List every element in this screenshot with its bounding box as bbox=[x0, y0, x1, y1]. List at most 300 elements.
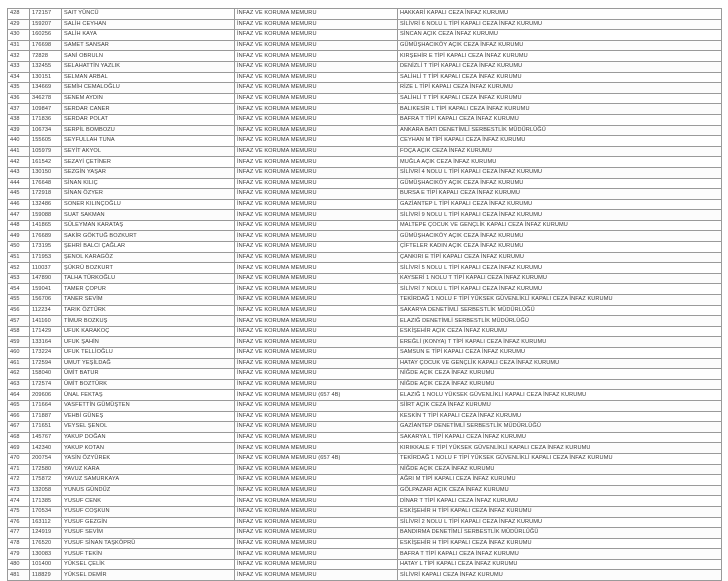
table-row bbox=[8, 61, 722, 72]
title-cell: İNFAZ VE KORUMA MEMURU bbox=[235, 178, 398, 189]
registry-number-cell: 176689 bbox=[30, 231, 62, 242]
workplace-cell: SALİHLİ T TİPİ KAPALI CEZA İNFAZ KURUMU bbox=[398, 93, 722, 104]
title-cell: İNFAZ VE KORUMA MEMURU bbox=[235, 485, 398, 496]
full-name-cell: TANER SEVİM bbox=[62, 295, 235, 306]
full-name-cell: YAKUP KOTAN bbox=[62, 443, 235, 454]
title-cell: İNFAZ VE KORUMA MEMURU bbox=[235, 506, 398, 517]
full-name-cell: SİNAN KILIÇ bbox=[62, 178, 235, 189]
registry-number-cell: 105979 bbox=[30, 146, 62, 157]
table-row bbox=[8, 422, 722, 433]
workplace-cell: ÇİFTELER KADIN AÇIK CEZA İNFAZ KURUMU bbox=[398, 242, 722, 253]
workplace-cell: TEKİRDAĞ 1 NOLU F TİPİ YÜKSEK GÜVENLİKLİ KAPALI CEZA İNFAZ KURUMU bbox=[398, 295, 722, 306]
full-name-cell: TİMUR BOZKUŞ bbox=[62, 316, 235, 327]
registry-number-cell: 109847 bbox=[30, 104, 62, 115]
workplace-cell: HATAY ÇOCUK VE GENÇLİK KAPALI CEZA İNFAZ KURUMU bbox=[398, 358, 722, 369]
title-cell: İNFAZ VE KORUMA MEMURU bbox=[235, 528, 398, 539]
row-number-cell: 456 bbox=[8, 305, 30, 316]
row-number-cell: 442 bbox=[8, 157, 30, 168]
registry-number-cell: 171385 bbox=[30, 496, 62, 507]
workplace-cell: SİLİVRİ 9 NOLU L TİPİ KAPALI CEZA İNFAZ KURUMU bbox=[398, 210, 722, 221]
table-row bbox=[8, 210, 722, 221]
registry-number-cell: 158040 bbox=[30, 369, 62, 380]
row-number-cell: 472 bbox=[8, 475, 30, 486]
workplace-cell: BURSA E TİPİ KAPALI CEZA İNFAZ KURUMU bbox=[398, 189, 722, 200]
table-row bbox=[8, 114, 722, 125]
full-name-cell: SANİ OBRULN bbox=[62, 51, 235, 62]
full-name-cell: SALİH CEYHAN bbox=[62, 19, 235, 30]
row-number-cell: 478 bbox=[8, 538, 30, 549]
full-name-cell: ŞEHRİ BALCI ÇAĞLAR bbox=[62, 242, 235, 253]
registry-number-cell: 172574 bbox=[30, 379, 62, 390]
table-row bbox=[8, 167, 722, 178]
title-cell: İNFAZ VE KORUMA MEMURU bbox=[235, 263, 398, 274]
row-number-cell: 446 bbox=[8, 199, 30, 210]
title-cell: İNFAZ VE KORUMA MEMURU bbox=[235, 83, 398, 94]
table-row bbox=[8, 464, 722, 475]
workplace-cell: RİZE L TİPİ KAPALI CEZA İNFAZ KURUMU bbox=[398, 83, 722, 94]
full-name-cell: ŞÜKRÜ BOZKURT bbox=[62, 263, 235, 274]
registry-number-cell: 72828 bbox=[30, 51, 62, 62]
row-number-cell: 473 bbox=[8, 485, 30, 496]
row-number-cell: 428 bbox=[8, 9, 30, 20]
registry-number-cell: 132058 bbox=[30, 485, 62, 496]
row-number-cell: 445 bbox=[8, 189, 30, 200]
full-name-cell: UFUK KARAKOÇ bbox=[62, 326, 235, 337]
table-row bbox=[8, 284, 722, 295]
full-name-cell: ÜMİT BATUR bbox=[62, 369, 235, 380]
table-row bbox=[8, 485, 722, 496]
workplace-cell: MALTEPE ÇOCUK VE GENÇLİK KAPALI CEZA İNFAZ KURUMU bbox=[398, 220, 722, 231]
workplace-cell: SİLİVRİ 7 NOLU L TİPİ KAPALI CEZA İNFAZ KURUMU bbox=[398, 284, 722, 295]
title-cell: İNFAZ VE KORUMA MEMURU bbox=[235, 30, 398, 41]
registry-number-cell: 175872 bbox=[30, 475, 62, 486]
registry-number-cell: 161542 bbox=[30, 157, 62, 168]
workplace-cell: ELAZIĞ 1 NOLU YÜKSEK GÜVENLİKLİ KAPALI CEZA İNFAZ KURUMU bbox=[398, 390, 722, 401]
row-number-cell: 462 bbox=[8, 369, 30, 380]
table-row bbox=[8, 379, 722, 390]
full-name-cell: YUNUS GÜNDÜZ bbox=[62, 485, 235, 496]
registry-number-cell: 172594 bbox=[30, 358, 62, 369]
title-cell: İNFAZ VE KORUMA MEMURU bbox=[235, 93, 398, 104]
workplace-cell: DENİZLİ T TİPİ KAPALI CEZA İNFAZ KURUMU bbox=[398, 61, 722, 72]
table-row bbox=[8, 263, 722, 274]
full-name-cell: UMUT YEŞİLDAĞ bbox=[62, 358, 235, 369]
registry-number-cell: 130151 bbox=[30, 72, 62, 83]
table-row bbox=[8, 390, 722, 401]
title-cell: İNFAZ VE KORUMA MEMURU bbox=[235, 210, 398, 221]
row-number-cell: 444 bbox=[8, 178, 30, 189]
workplace-cell: GÜMÜŞHACIKÖY AÇIK CEZA İNFAZ KURUMU bbox=[398, 178, 722, 189]
title-cell: İNFAZ VE KORUMA MEMURU bbox=[235, 570, 398, 581]
table-row bbox=[8, 40, 722, 51]
registry-number-cell: 159088 bbox=[30, 210, 62, 221]
title-cell: İNFAZ VE KORUMA MEMURU bbox=[235, 284, 398, 295]
full-name-cell: SUAT SAKMAN bbox=[62, 210, 235, 221]
full-name-cell: YUSUF GEZGİN bbox=[62, 517, 235, 528]
table-row bbox=[8, 496, 722, 507]
workplace-cell: SİLİVRİ 6 NOLU L TİPİ KAPALI CEZA İNFAZ KURUMU bbox=[398, 19, 722, 30]
registry-number-cell: 159041 bbox=[30, 284, 62, 295]
workplace-cell: SİLİVRİ 4 NOLU L TİPİ KAPALI CEZA İNFAZ KURUMU bbox=[398, 167, 722, 178]
workplace-cell: GÜMÜŞHACIKÖY AÇIK CEZA İNFAZ KURUMU bbox=[398, 231, 722, 242]
registry-number-cell: 171836 bbox=[30, 114, 62, 125]
registry-number-cell: 171887 bbox=[30, 411, 62, 422]
title-cell: İNFAZ VE KORUMA MEMURU bbox=[235, 231, 398, 242]
title-cell: İNFAZ VE KORUMA MEMURU bbox=[235, 51, 398, 62]
table-row bbox=[8, 199, 722, 210]
full-name-cell: SAMET SANSAR bbox=[62, 40, 235, 51]
full-name-cell: YUSUF COŞKUN bbox=[62, 506, 235, 517]
row-number-cell: 465 bbox=[8, 400, 30, 411]
full-name-cell: YAVUZ SAMURKAYA bbox=[62, 475, 235, 486]
registry-number-cell: 101400 bbox=[30, 559, 62, 570]
full-name-cell: YUSUF SEVİM bbox=[62, 528, 235, 539]
table-row bbox=[8, 19, 722, 30]
registry-number-cell: 176520 bbox=[30, 538, 62, 549]
full-name-cell: SAKİR GÖKTUĞ BOZKURT bbox=[62, 231, 235, 242]
registry-number-cell: 172918 bbox=[30, 189, 62, 200]
full-name-cell: YUSUF CENK bbox=[62, 496, 235, 507]
row-number-cell: 435 bbox=[8, 83, 30, 94]
full-name-cell: SENEM AYDIN bbox=[62, 93, 235, 104]
full-name-cell: SEYFULLAH TUNA bbox=[62, 136, 235, 147]
table-row bbox=[8, 528, 722, 539]
title-cell: İNFAZ VE KORUMA MEMURU bbox=[235, 220, 398, 231]
registry-number-cell: 160256 bbox=[30, 30, 62, 41]
workplace-cell: SAKARYA L TİPİ KAPALI CEZA İNFAZ KURUMU bbox=[398, 432, 722, 443]
title-cell: İNFAZ VE KORUMA MEMURU bbox=[235, 475, 398, 486]
row-number-cell: 474 bbox=[8, 496, 30, 507]
row-number-cell: 479 bbox=[8, 549, 30, 560]
table-row bbox=[8, 538, 722, 549]
workplace-cell: CEYHAN M TİPİ KAPALI CEZA İNFAZ KURUMU bbox=[398, 136, 722, 147]
table-row bbox=[8, 305, 722, 316]
workplace-cell: SİLİVRİ KAPALI CEZA İNFAZ KURUMU bbox=[398, 570, 722, 581]
full-name-cell: TARIK ÖZTÜRK bbox=[62, 305, 235, 316]
personnel-table-body bbox=[8, 9, 722, 581]
full-name-cell: SELMAN ARBAL bbox=[62, 72, 235, 83]
table-row bbox=[8, 570, 722, 581]
row-number-cell: 459 bbox=[8, 337, 30, 348]
full-name-cell: SERPİL BOMBOZU bbox=[62, 125, 235, 136]
row-number-cell: 452 bbox=[8, 263, 30, 274]
row-number-cell: 436 bbox=[8, 93, 30, 104]
registry-number-cell: 170534 bbox=[30, 506, 62, 517]
registry-number-cell: 124919 bbox=[30, 528, 62, 539]
workplace-cell: SİNCAN AÇIK CEZA İNFAZ KURUMU bbox=[398, 30, 722, 41]
title-cell: İNFAZ VE KORUMA MEMURU bbox=[235, 146, 398, 157]
workplace-cell: BALIKESİR L TİPİ KAPALI CEZA İNFAZ KURUMU bbox=[398, 104, 722, 115]
table-row bbox=[8, 189, 722, 200]
registry-number-cell: 155605 bbox=[30, 136, 62, 147]
title-cell: İNFAZ VE KORUMA MEMURU bbox=[235, 348, 398, 359]
workplace-cell: SAKARYA DENETİMLİ SERBESTLİK MÜDÜRLÜĞÜ bbox=[398, 305, 722, 316]
row-number-cell: 433 bbox=[8, 61, 30, 72]
full-name-cell: TALHA TÜRKOĞLU bbox=[62, 273, 235, 284]
full-name-cell: SEMİH CEMALOĞLU bbox=[62, 83, 235, 94]
registry-number-cell: 132486 bbox=[30, 199, 62, 210]
title-cell: İNFAZ VE KORUMA MEMURU bbox=[235, 273, 398, 284]
registry-number-cell: 171664 bbox=[30, 400, 62, 411]
table-row bbox=[8, 72, 722, 83]
registry-number-cell: 176698 bbox=[30, 40, 62, 51]
row-number-cell: 438 bbox=[8, 114, 30, 125]
row-number-cell: 477 bbox=[8, 528, 30, 539]
row-number-cell: 480 bbox=[8, 559, 30, 570]
row-number-cell: 460 bbox=[8, 348, 30, 359]
full-name-cell: VASFETTİN GÜMÜŞTEN bbox=[62, 400, 235, 411]
row-number-cell: 441 bbox=[8, 146, 30, 157]
table-row bbox=[8, 220, 722, 231]
title-cell: İNFAZ VE KORUMA MEMURU bbox=[235, 167, 398, 178]
workplace-cell: NİĞDE AÇIK CEZA İNFAZ KURUMU bbox=[398, 379, 722, 390]
title-cell: İNFAZ VE KORUMA MEMURU bbox=[235, 517, 398, 528]
full-name-cell: ÜMİT BOZTÜRK bbox=[62, 379, 235, 390]
row-number-cell: 429 bbox=[8, 19, 30, 30]
title-cell: İNFAZ VE KORUMA MEMURU bbox=[235, 369, 398, 380]
workplace-cell: BAFRA T TİPİ KAPALI CEZA İNFAZ KURUMU bbox=[398, 114, 722, 125]
title-cell: İNFAZ VE KORUMA MEMURU bbox=[235, 411, 398, 422]
title-cell: İNFAZ VE KORUMA MEMURU bbox=[235, 125, 398, 136]
row-number-cell: 481 bbox=[8, 570, 30, 581]
full-name-cell: SEZGİN YAŞAR bbox=[62, 167, 235, 178]
row-number-cell: 468 bbox=[8, 432, 30, 443]
workplace-cell: GAZİANTEP DENETİMLİ SERBESTLİK MÜDÜRLÜĞÜ bbox=[398, 422, 722, 433]
title-cell: İNFAZ VE KORUMA MEMURU bbox=[235, 9, 398, 20]
full-name-cell: YUSUF TEKİN bbox=[62, 549, 235, 560]
table-row bbox=[8, 316, 722, 327]
table-row bbox=[8, 559, 722, 570]
full-name-cell: YAKUP DOĞAN bbox=[62, 432, 235, 443]
registry-number-cell: 171953 bbox=[30, 252, 62, 263]
row-number-cell: 439 bbox=[8, 125, 30, 136]
row-number-cell: 461 bbox=[8, 358, 30, 369]
workplace-cell: GAZİANTEP L TİPİ KAPALI CEZA İNFAZ KURUMU bbox=[398, 199, 722, 210]
full-name-cell: YASİN ÖZYÜREK bbox=[62, 453, 235, 464]
title-cell: İNFAZ VE KORUMA MEMURU bbox=[235, 496, 398, 507]
table-row bbox=[8, 252, 722, 263]
registry-number-cell: 346278 bbox=[30, 93, 62, 104]
title-cell: İNFAZ VE KORUMA MEMURU bbox=[235, 114, 398, 125]
workplace-cell: KESKİN T TİPİ KAPALI CEZA İNFAZ KURUMU bbox=[398, 411, 722, 422]
table-row bbox=[8, 51, 722, 62]
registry-number-cell: 156706 bbox=[30, 295, 62, 306]
workplace-cell: HAKKARİ KAPALI CEZA İNFAZ KURUMU bbox=[398, 9, 722, 20]
registry-number-cell: 130150 bbox=[30, 167, 62, 178]
registry-number-cell: 141160 bbox=[30, 316, 62, 327]
full-name-cell: SONER KILINÇOĞLU bbox=[62, 199, 235, 210]
row-number-cell: 453 bbox=[8, 273, 30, 284]
workplace-cell: KAYSERİ 1 NOLU T TİPİ KAPALI CEZA İNFAZ KURUMU bbox=[398, 273, 722, 284]
row-number-cell: 470 bbox=[8, 453, 30, 464]
title-cell: İNFAZ VE KORUMA MEMURU bbox=[235, 104, 398, 115]
title-cell: İNFAZ VE KORUMA MEMURU bbox=[235, 61, 398, 72]
row-number-cell: 466 bbox=[8, 411, 30, 422]
workplace-cell: AĞRI M TİPİ KAPALI CEZA İNFAZ KURUMU bbox=[398, 475, 722, 486]
title-cell: İNFAZ VE KORUMA MEMURU bbox=[235, 199, 398, 210]
row-number-cell: 443 bbox=[8, 167, 30, 178]
registry-number-cell: 132455 bbox=[30, 61, 62, 72]
row-number-cell: 476 bbox=[8, 517, 30, 528]
full-name-cell: YUSUF SİNAN TAŞKÖPRÜ bbox=[62, 538, 235, 549]
row-number-cell: 449 bbox=[8, 231, 30, 242]
workplace-cell: SİLİVRİ 2 NOLU L TİPİ KAPALI CEZA İNFAZ KURUMU bbox=[398, 517, 722, 528]
registry-number-cell: 147890 bbox=[30, 273, 62, 284]
workplace-cell: SALİHLİ T TİPİ KAPALI CEZA İNFAZ KURUMU bbox=[398, 72, 722, 83]
registry-number-cell: 110037 bbox=[30, 263, 62, 274]
row-number-cell: 463 bbox=[8, 379, 30, 390]
table-row bbox=[8, 93, 722, 104]
row-number-cell: 448 bbox=[8, 220, 30, 231]
table-row bbox=[8, 9, 722, 20]
table-row bbox=[8, 432, 722, 443]
row-number-cell: 457 bbox=[8, 316, 30, 327]
full-name-cell: SEYİT AKYOL bbox=[62, 146, 235, 157]
full-name-cell: YÜKSEL ÇELİK bbox=[62, 559, 235, 570]
registry-number-cell: 171429 bbox=[30, 326, 62, 337]
full-name-cell: ŞENOL KARAGÖZ bbox=[62, 252, 235, 263]
table-row bbox=[8, 242, 722, 253]
registry-number-cell: 172580 bbox=[30, 464, 62, 475]
title-cell: İNFAZ VE KORUMA MEMURU bbox=[235, 337, 398, 348]
row-number-cell: 458 bbox=[8, 326, 30, 337]
full-name-cell: YÜKSEL DEMİR bbox=[62, 570, 235, 581]
table-row bbox=[8, 358, 722, 369]
title-cell: İNFAZ VE KORUMA MEMURU bbox=[235, 358, 398, 369]
full-name-cell: SERDAR CANER bbox=[62, 104, 235, 115]
title-cell: İNFAZ VE KORUMA MEMURU bbox=[235, 549, 398, 560]
table-row bbox=[8, 400, 722, 411]
title-cell: İNFAZ VE KORUMA MEMURU bbox=[235, 316, 398, 327]
table-row bbox=[8, 453, 722, 464]
full-name-cell: UFUK ŞAHİN bbox=[62, 337, 235, 348]
table-row bbox=[8, 136, 722, 147]
registry-number-cell: 200754 bbox=[30, 453, 62, 464]
full-name-cell: ÜNAL FEKTAŞ bbox=[62, 390, 235, 401]
registry-number-cell: 133164 bbox=[30, 337, 62, 348]
row-number-cell: 432 bbox=[8, 51, 30, 62]
table-row bbox=[8, 146, 722, 157]
table-row bbox=[8, 411, 722, 422]
title-cell: İNFAZ VE KORUMA MEMURU bbox=[235, 326, 398, 337]
workplace-cell: ÇANKIRI E TİPİ KAPALI CEZA İNFAZ KURUMU bbox=[398, 252, 722, 263]
registry-number-cell: 159207 bbox=[30, 19, 62, 30]
title-cell: İNFAZ VE KORUMA MEMURU bbox=[235, 379, 398, 390]
title-cell: İNFAZ VE KORUMA MEMURU bbox=[235, 40, 398, 51]
registry-number-cell: 163112 bbox=[30, 517, 62, 528]
table-row bbox=[8, 369, 722, 380]
title-cell: İNFAZ VE KORUMA MEMURU bbox=[235, 242, 398, 253]
registry-number-cell: 176648 bbox=[30, 178, 62, 189]
workplace-cell: BANDIRMA DENETİMLİ SERBESTLİK MÜDÜRLÜĞÜ bbox=[398, 528, 722, 539]
workplace-cell: SİİRT AÇIK CEZA İNFAZ KURUMU bbox=[398, 400, 722, 411]
row-number-cell: 455 bbox=[8, 295, 30, 306]
full-name-cell: SERDAR POLAT bbox=[62, 114, 235, 125]
table-row bbox=[8, 475, 722, 486]
title-cell: İNFAZ VE KORUMA MEMURU (657 4B) bbox=[235, 453, 398, 464]
title-cell: İNFAZ VE KORUMA MEMURU bbox=[235, 464, 398, 475]
workplace-cell: ESKİŞEHİR H TİPİ KAPALI CEZA İNFAZ KURUMU bbox=[398, 506, 722, 517]
title-cell: İNFAZ VE KORUMA MEMURU bbox=[235, 432, 398, 443]
workplace-cell: EREĞLİ (KONYA) T TİPİ KAPALI CEZA İNFAZ KURUMU bbox=[398, 337, 722, 348]
row-number-cell: 475 bbox=[8, 506, 30, 517]
title-cell: İNFAZ VE KORUMA MEMURU bbox=[235, 157, 398, 168]
workplace-cell: KIRŞEHİR E TİPİ KAPALI CEZA İNFAZ KURUMU bbox=[398, 51, 722, 62]
registry-number-cell: 141865 bbox=[30, 220, 62, 231]
full-name-cell: SİNAN ÖZYER bbox=[62, 189, 235, 200]
table-row bbox=[8, 104, 722, 115]
table-row bbox=[8, 125, 722, 136]
registry-number-cell: 106734 bbox=[30, 125, 62, 136]
workplace-cell: TEKİRDAĞ 1 NOLU F TİPİ YÜKSEK GÜVENLİKLİ KAPALI CEZA İNFAZ KURUMU bbox=[398, 453, 722, 464]
row-number-cell: 450 bbox=[8, 242, 30, 253]
workplace-cell: NİĞDE AÇIK CEZA İNFAZ KURUMU bbox=[398, 369, 722, 380]
workplace-cell: SAMSUN E TİPİ KAPALI CEZA İNFAZ KURUMU bbox=[398, 348, 722, 359]
table-row bbox=[8, 157, 722, 168]
registry-number-cell: 172157 bbox=[30, 9, 62, 20]
table-row bbox=[8, 443, 722, 454]
personnel-list-page bbox=[7, 8, 721, 581]
full-name-cell: SÜLEYMAN KARATAŞ bbox=[62, 220, 235, 231]
workplace-cell: HATAY L TİPİ KAPALI CEZA İNFAZ KURUMU bbox=[398, 559, 722, 570]
title-cell: İNFAZ VE KORUMA MEMURU bbox=[235, 305, 398, 316]
workplace-cell: ANKARA BATI DENETİMLİ SERBESTLİK MÜDÜRLÜĞÜ bbox=[398, 125, 722, 136]
full-name-cell: SALİH KAYA bbox=[62, 30, 235, 41]
registry-number-cell: 134669 bbox=[30, 83, 62, 94]
row-number-cell: 454 bbox=[8, 284, 30, 295]
registry-number-cell: 171651 bbox=[30, 422, 62, 433]
title-cell: İNFAZ VE KORUMA MEMURU bbox=[235, 136, 398, 147]
workplace-cell: SİLİVRİ 5 NOLU L TİPİ KAPALI CEZA İNFAZ KURUMU bbox=[398, 263, 722, 274]
table-row bbox=[8, 348, 722, 359]
workplace-cell: KIRIKKALE F TİPİ YÜKSEK GÜVENLİKLİ KAPALI CEZA İNFAZ KURUMU bbox=[398, 443, 722, 454]
title-cell: İNFAZ VE KORUMA MEMURU bbox=[235, 422, 398, 433]
title-cell: İNFAZ VE KORUMA MEMURU bbox=[235, 443, 398, 454]
full-name-cell: YAVUZ KARA bbox=[62, 464, 235, 475]
personnel-table bbox=[7, 8, 722, 581]
table-row bbox=[8, 326, 722, 337]
row-number-cell: 434 bbox=[8, 72, 30, 83]
table-row bbox=[8, 506, 722, 517]
row-number-cell: 447 bbox=[8, 210, 30, 221]
title-cell: İNFAZ VE KORUMA MEMURU bbox=[235, 252, 398, 263]
title-cell: İNFAZ VE KORUMA MEMURU (657 4B) bbox=[235, 390, 398, 401]
table-row bbox=[8, 549, 722, 560]
row-number-cell: 437 bbox=[8, 104, 30, 115]
workplace-cell: GÜMÜŞHACIKÖY AÇIK CEZA İNFAZ KURUMU bbox=[398, 40, 722, 51]
row-number-cell: 451 bbox=[8, 252, 30, 263]
full-name-cell: VEYSEL ŞENOL bbox=[62, 422, 235, 433]
row-number-cell: 471 bbox=[8, 464, 30, 475]
registry-number-cell: 145767 bbox=[30, 432, 62, 443]
row-number-cell: 464 bbox=[8, 390, 30, 401]
table-row bbox=[8, 295, 722, 306]
registry-number-cell: 112234 bbox=[30, 305, 62, 316]
workplace-cell: BAFRA T TİPİ KAPALI CEZA İNFAZ KURUMU bbox=[398, 549, 722, 560]
workplace-cell: NİĞDE AÇIK CEZA İNFAZ KURUMU bbox=[398, 464, 722, 475]
full-name-cell: TAMER ÇOPUR bbox=[62, 284, 235, 295]
row-number-cell: 430 bbox=[8, 30, 30, 41]
full-name-cell: VEHBİ GÜNEŞ bbox=[62, 411, 235, 422]
registry-number-cell: 173224 bbox=[30, 348, 62, 359]
table-row bbox=[8, 30, 722, 41]
table-row bbox=[8, 231, 722, 242]
title-cell: İNFAZ VE KORUMA MEMURU bbox=[235, 189, 398, 200]
table-row bbox=[8, 337, 722, 348]
full-name-cell: SELAHATTİN YAZLIK bbox=[62, 61, 235, 72]
workplace-cell: DİNAR T TİPİ KAPALI CEZA İNFAZ KURUMU bbox=[398, 496, 722, 507]
row-number-cell: 440 bbox=[8, 136, 30, 147]
